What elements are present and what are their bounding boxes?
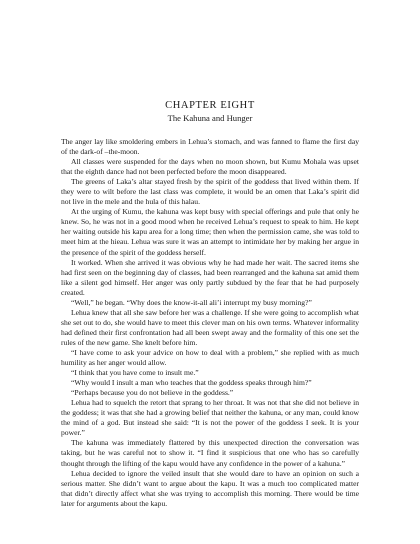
chapter-body [61,137,359,509]
paragraph: “I think that you have come to insult me.” [71,368,199,378]
paragraph: “Perhaps because you do not believe in the goddess.” [71,388,234,398]
paragraph: It worked. When she arrived it was obvious why he had made her wait. The sacred items she had first seen on the beginning day of classes, had been rearranged and the kahuna sat amid them like a silent god himself. Her anger was only partly subdued by the fear that he had purposely created. [61,257,359,297]
paragraph: “I have come to ask your advice on how to deal with a problem,” she replied with as much humility as her anger would allow. [61,347,359,368]
paragraph: The kahuna was immediately flattered by this unexpected direction the conversation was taking, but he was careful not to show it. “I find it suspicious that one who has so carefully thought through the lifting of the kapu would have any confidence in the power of a kahuna.” [61,438,359,468]
chapter-subtitle: The Kahuna and Hunger [167,113,253,123]
chapter-heading [0,99,420,124]
paragraph: The greens of Laka’s altar stayed fresh by the spirit of the goddess that lived within them. If they were to wilt before the last class was complete, it would be an omen that Laka’s spirit did not live in the mele and the hula of this halau. [61,177,359,207]
paragraph: All classes were suspended for the days when no moon shown, but Kumu Mohala was upset that the eighth dance had not been perfected before the moon disappeared. [61,157,359,177]
paragraph: “Well,” he began. “Why does the know-it-all ali’i interrupt my busy morning?” [71,297,312,307]
paragraph: At the urging of Kumu, the kahuna was kept busy with special offerings and pule that only he knew. So, he was not in a good mood when he received Lehua’s request to speak to him. He kept her waiting outside his kapu area for a long time; then when the permission came, she was told to meet him at the hieau. Lehua was sure it was an attempt to intimidate her by making her argue in the presence of the spirit of the goddess herself. [61,207,359,257]
paragraph: Lehua decided to ignore the veiled insult that she would dare to have an opinion on such a serious matter. She didn’t want to argue about the kapu. It was a much too complicated matter that didn’t directly affect what she was trying to accomplish this morning. There would be time later for arguments about the kapu. [61,468,359,508]
paragraph: Lehua had to squelch the retort that sprang to her throat. It was not that she did not believe in the goddess; it was that she had a growing belief that neither the kahuna, or any man, could know the mind of a god. But instead she said: “It is not the power of the goddess I seek. It is your power.” [61,398,359,438]
paragraph: The anger lay like smoldering embers in Lehua’s stomach, and was fanned to flame the first day of the dark-of –the-moon. [61,137,359,157]
paragraph: “Why would I insult a man who teaches that the goddess speaks through him?” [71,378,312,388]
paragraph: Lehua knew that all she saw before her was a challenge. If she were going to accomplish what she set out to do, she would have to meet this clever man on his own terms. Whatever informality had defined their first confrontation had all been swept away and the formality of this one set the rules of the new game. She knelt before him. [61,307,359,347]
chapter-title: CHAPTER EIGHT [165,100,255,111]
